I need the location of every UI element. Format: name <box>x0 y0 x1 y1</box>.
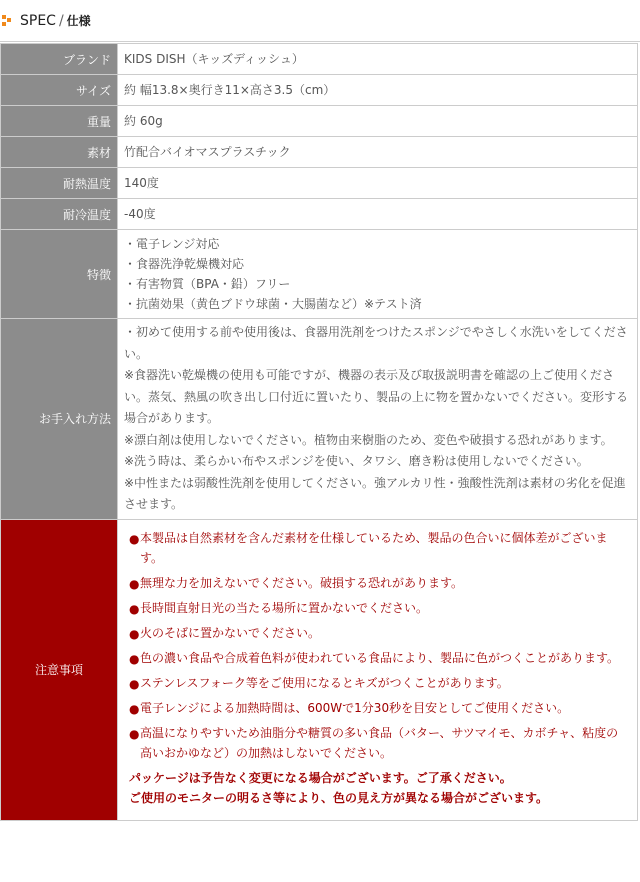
caution-list <box>126 528 629 763</box>
section-title <box>20 12 91 29</box>
spec-value-caution <box>118 519 638 820</box>
spec-value-weight: 約 60g <box>118 106 638 137</box>
bullet-icon: ● <box>129 701 140 716</box>
spec-label-weight: 重量 <box>1 106 118 137</box>
feature-item: ・抗菌効果（黄色ブドウ球菌・大腸菌など）※テスト済 <box>124 297 422 311</box>
caution-item <box>126 623 629 643</box>
section-title-sub: 仕様 <box>66 14 91 28</box>
spec-label-brand: ブランド <box>1 44 118 75</box>
caution-item <box>126 573 629 593</box>
spec-row-size <box>1 75 638 106</box>
spec-row-caution <box>1 519 638 820</box>
spec-label-size: サイズ <box>1 75 118 106</box>
care-paragraph: ※食器洗い乾燥機の使用も可能ですが、機器の表示及び取扱説明書を確認の上ご使用ください。蒸気、熱風の吹き出し口付近に置いたり、製品の上に物を置かないでください。変形する場合があります。 <box>124 368 629 425</box>
orange-squares-icon <box>2 14 16 28</box>
spec-value-care <box>118 319 638 520</box>
feature-item: ・電子レンジ対応 <box>124 237 220 251</box>
caution-notes <box>126 768 629 808</box>
section-title-separator: / <box>58 13 64 29</box>
bullet-icon: ● <box>129 676 140 691</box>
section-header <box>0 0 640 42</box>
care-paragraph: ※漂白剤は使用しないでください。植物由来樹脂のため、変色や破損する恐れがあります。 <box>124 432 613 447</box>
feature-item: ・有害物質（BPA・鉛）フリー <box>124 277 291 291</box>
caution-note: パッケージは予告なく変更になる場合がございます。ご了承ください。 <box>129 770 512 785</box>
care-paragraph: ・初めて使用する前や使用後は、食器用洗剤をつけたスポンジでやさしく水洗いをしてください。 <box>124 325 628 361</box>
caution-text: 火のそばに置かないでください。 <box>140 625 321 640</box>
caution-text: ステンレスフォーク等をご使用になるとキズがつくことがあります。 <box>140 675 509 690</box>
spec-label-caution: 注意事項 <box>1 519 118 820</box>
spec-value-heat: 140度 <box>118 168 638 199</box>
caution-item <box>126 723 629 763</box>
bullet-icon: ● <box>129 651 140 666</box>
spec-row-care <box>1 319 638 520</box>
spec-row-material <box>1 137 638 168</box>
spec-label-features: 特徴 <box>1 230 118 319</box>
caution-text: 高温になりやすいため油脂分や糖質の多い食品（バター、サツマイモ、カボチャ、粘度の高いおかゆなど）の加熱はしないでください。 <box>140 725 619 760</box>
spec-value-brand: KIDS DISH（キッズディッシュ） <box>118 44 638 75</box>
spec-label-material: 素材 <box>1 137 118 168</box>
caution-item <box>126 698 629 718</box>
caution-item <box>126 528 629 568</box>
spec-row-brand <box>1 44 638 75</box>
spec-label-heat: 耐熱温度 <box>1 168 118 199</box>
section-title-main: SPEC <box>20 13 56 29</box>
bullet-icon: ● <box>129 726 140 741</box>
caution-text: 長時間直射日光の当たる場所に置かないでください。 <box>140 600 429 615</box>
bullet-icon: ● <box>129 601 140 616</box>
caution-item <box>126 673 629 693</box>
spec-value-cold: -40度 <box>118 199 638 230</box>
spec-row-heat <box>1 168 638 199</box>
bullet-icon: ● <box>129 576 140 591</box>
feature-item: ・食器洗浄乾燥機対応 <box>124 257 245 271</box>
caution-item <box>126 648 629 668</box>
spec-label-cold: 耐冷温度 <box>1 199 118 230</box>
caution-text: 無理な力を加えないでください。破損する恐れがあります。 <box>140 575 464 590</box>
spec-label-care: お手入れ方法 <box>1 319 118 520</box>
spec-value-size: 約 幅13.8×奥行き11×高さ3.5（cm） <box>118 75 638 106</box>
spec-row-features <box>1 230 638 319</box>
spec-table <box>0 43 638 821</box>
bullet-icon: ● <box>129 626 140 641</box>
spec-row-weight <box>1 106 638 137</box>
caution-text: 本製品は自然素材を含んだ素材を仕様しているため、製品の色合いに個体差がございます。 <box>140 530 608 565</box>
caution-item <box>126 598 629 618</box>
spec-row-cold <box>1 199 638 230</box>
spec-value-features <box>118 230 638 319</box>
caution-text: 電子レンジによる加熱時間は、600Wで1分30秒を目安としてご使用ください。 <box>140 700 570 715</box>
caution-text: 色の濃い食品や合成着色料が使われている食品により、製品に色がつくことがあります。 <box>140 650 620 665</box>
care-paragraph: ※洗う時は、柔らかい布やスポンジを使い、タワシ、磨き粉は使用しないでください。 <box>124 454 589 468</box>
bullet-icon: ● <box>129 531 140 546</box>
spec-value-material: 竹配合バイオマスプラスチック <box>118 137 638 168</box>
caution-note: ご使用のモニターの明るさ等により、色の見え方が異なる場合がございます。 <box>129 790 549 805</box>
care-paragraph: ※中性または弱酸性洗剤を使用してください。強アルカリ性・強酸性洗剤は素材の劣化を促進させます。 <box>124 475 626 511</box>
